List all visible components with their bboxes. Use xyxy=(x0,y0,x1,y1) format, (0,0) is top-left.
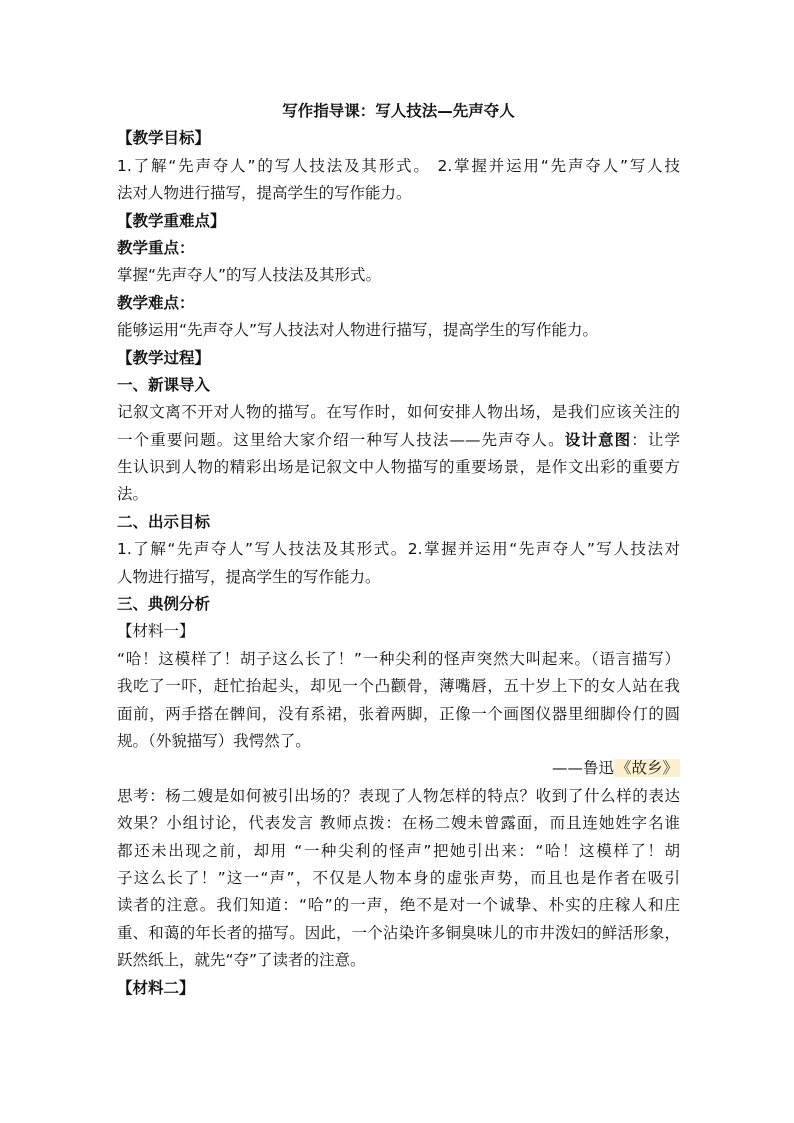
page-title: 写作指导课：写人技法—先声夺人 xyxy=(282,102,515,120)
text-line: 跃然纸上，就先“夺”了读者的注意。 xyxy=(117,951,366,970)
text-line: 都还未出现之前，却用 “一种尖利的怪声”把她引出来：“哈！这模样了！胡 xyxy=(117,841,680,860)
text-line: 二、出示目标 xyxy=(117,512,211,531)
text-line: 三、典例分析 xyxy=(117,595,211,614)
text-line: 读者的注意。我们知道：“哈”的一声，绝不是对一个诚挚、朴实的庄稼人和庄 xyxy=(117,896,680,915)
text-line: 【教学目标】 xyxy=(117,129,211,148)
text-span: ：让学 xyxy=(631,430,680,449)
document-body xyxy=(117,125,680,1002)
text-line: 能够运用“先声夺人”写人技法对人物进行描写，提高学生的写作能力。 xyxy=(117,321,599,340)
text-line: 规。（外貌描写）我愕然了。 xyxy=(117,731,311,750)
text-line: 【教学重难点】 xyxy=(117,211,226,230)
text-line: 法。 xyxy=(117,485,149,504)
text-line: 面前，两手搭在髀间，没有系裙，张着两脚，正像一个画图仪器里细脚伶仃的圆 xyxy=(117,704,680,723)
text-line: 思考：杨二嫂是如何被引出场的？表现了人物怎样的特点？收到了什么样的表达 xyxy=(117,786,680,805)
text-line: 【材料二】 xyxy=(117,978,195,997)
text-line xyxy=(117,427,680,454)
text-line: 掌握“先声夺人”的写人技法及其形式。 xyxy=(117,266,382,285)
text-line: 法对人物进行描写，提高学生的写作能力。 xyxy=(117,184,412,203)
text-span: ——鲁迅 xyxy=(551,759,614,778)
text-line: 教学重点： xyxy=(117,238,195,257)
text-line: 1.了解“先声夺人”写人技法及其形式。2.掌握并运用“先声夺人”写人技法对 xyxy=(117,540,680,559)
bold-span: 设计意图 xyxy=(564,430,632,449)
document-page xyxy=(117,98,680,1002)
text-line: “哈！这模样了！胡子这么长了！”一种尖利的怪声突然大叫起来。（语言描写） xyxy=(117,649,680,668)
text-line: 一、新课导入 xyxy=(117,375,211,394)
text-line: 生认识到人物的精彩出场是记叙文中人物描写的重要场景，是作文出彩的重要方 xyxy=(117,458,680,477)
text-line: 教学难点： xyxy=(117,293,195,312)
text-line: 效果？小组讨论，代表发言 教师点拨：在杨二嫂未曾露面，而且连她姓字名谁 xyxy=(117,814,680,833)
text-line: 1.了解“先声夺人”的写人技法及其形式。 2.掌握并运用“先声夺人”写人技 xyxy=(117,156,680,175)
text-line: 重、和蔼的年长者的描写。因此，一个沾染许多铜臭味儿的市井泼妇的鲜活形象， xyxy=(117,923,680,942)
text-line: 人物进行描写，提高学生的写作能力。 xyxy=(117,567,381,586)
text-line: 子这么长了！”这一“声”，不仅是人物本身的虚张声势，而且也是作者在吸引 xyxy=(117,868,680,887)
text-span: 一个重要问题。这里给大家介绍一种写人技法——先声夺人。 xyxy=(117,430,565,449)
text-line: 我吃了一吓，赶忙抬起头，却见一个凸颧骨，薄嘴唇，五十岁上下的女人站在我 xyxy=(117,677,680,696)
text-line: 记叙文离不开对人物的描写。在写作时，如何安排人物出场，是我们应该关注的 xyxy=(117,403,680,422)
source-title-highlight: 《故乡》 xyxy=(615,759,678,778)
text-line xyxy=(117,755,680,782)
text-line: 【教学过程】 xyxy=(117,348,211,367)
text-line: 【材料一】 xyxy=(117,622,195,641)
